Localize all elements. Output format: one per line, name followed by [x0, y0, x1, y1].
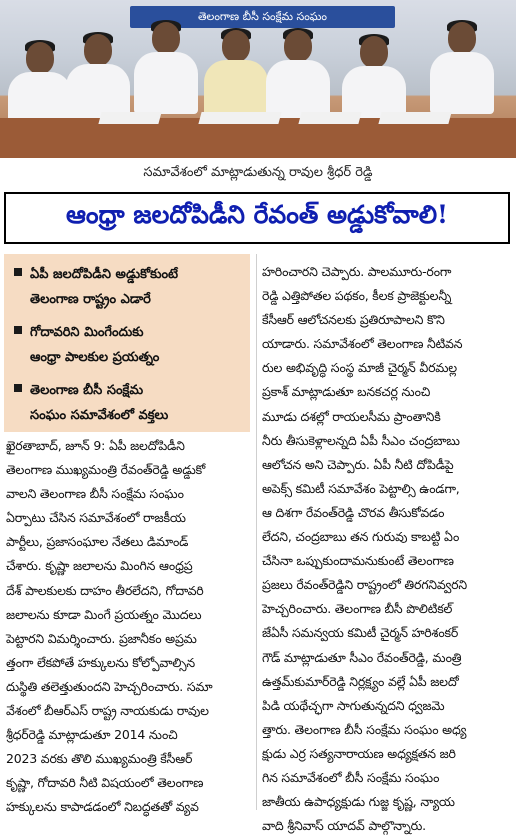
- column-divider: [256, 254, 257, 810]
- highlights-box: [4, 254, 250, 432]
- headline-box: [4, 192, 510, 244]
- highlight-text: తెలంగాణ బీసీ సంక్షేమ సంఘం సమావేశంలో వక్తలు: [30, 383, 169, 423]
- table-cloth: [0, 118, 516, 158]
- news-photo: [0, 0, 516, 158]
- highlight-text: గోదావరిని మింగేందుకు ఆంధ్రా పాలకుల ప్రయత్నం: [30, 325, 160, 365]
- highlight-item: [12, 378, 242, 428]
- person-7: [430, 22, 494, 114]
- article-body-right: హరించారని చెప్పారు. పాలమూరు-రంగా రెడ్డి ఎత్తిపోతల పథకం, కీలక ప్రాజెక్టులన్నీ కేసీఆర్‌ ఆలోచనలకు ప్రతిరూపాలని కొని యాడారు. సమావేశంలో తెలంగాణ నీటివన రుల అభివృద్ధి సంస్థ మాజీ చైర్మన్‌ వీరమల్ల ప్రకాశ్‌ మాట్లాడుతూ బనకచర్ల నుంచి మూడు దశల్లో రాయలసీమ ప్రాంతానికి నీరు తీసుకెళ్లాలన్నది ఏపీ సీఎం చంద్రబాబు ఆలోచన అని చెప్పారు. ఏపీ నీటి దోపిడీపై అపెక్స్‌ కమిటీ సమావేశం పెట్టాల్సి ఉండగా, ఆ దిశగా రేవంత్‌రెడ్డి చొరవ తీసుకోవడం లేదని, చంద్రబాబు తన గురువు కాబట్టి ఏం చేసినా ఒప్పుకుందామనుకుంటే తెలంగాణ ప్రజలు రేవంత్‌రెడ్డిని రాష్ట్రంలో తిరగనివ్వరని హెచ్చరించారు. తెలంగాణ బీసీ పొలిటికల్‌ జేఏసీ సమన్వయ కమిటీ చైర్మన్‌ హరిశంకర్‌ గౌడ్‌ మాట్లాడుతూ సీఎం రేవంత్‌రెడ్డి, మంత్రి ఉత్తమ్‌కుమార్‌రెడ్డి నిర్లక్ష్యం వల్లే ఏపీ జలదో పిడి యథేచ్ఛగా సాగుతున్నదని ధ్వజమె త్తారు. తెలంగాణ బీసీ సంక్షేమ సంఘం అధ్య క్షుడు ఎర్ర సత్యనారాయణ అధ్యక్షతన జరి గిన సమావేశంలో బీసీ సంక్షేమ సంఘం జాతీయ ఉపాధ్యక్షుడు గుజ్జ కృష్ణ, న్యాయ వాది శ్రీనివాస్‌ యాదవ్‌ పాల్గొన్నారు.: [262, 264, 467, 834]
- bullet-icon: [14, 326, 22, 334]
- photo-banner: తెలంగాణ బీసీ సంక్షేమ సంఘం: [130, 6, 395, 28]
- photo-caption: సమావేశంలో మాట్లాడుతున్న రావుల శ్రీధర్‌ రెడ్డి: [143, 165, 373, 180]
- person-3: [134, 22, 198, 114]
- highlight-text: ఏపీ జలదోపిడీని అడ్డుకోకుంటే తెలంగాణ రాష్ట్రం ఎడారే: [30, 267, 179, 307]
- person-5: [266, 30, 330, 122]
- highlight-item: [12, 262, 242, 312]
- bullet-icon: [14, 268, 22, 276]
- bullet-icon: [14, 384, 22, 392]
- article-body-left: ఖైరతాబాద్‌, జూన్‌ 9: ఏపీ జలదోపిడీని తెలంగాణ ముఖ్యమంత్రి రేవంత్‌రెడ్డి అడ్డుకో వాలని తెలంగాణ బీసీ సంక్షేమ సంఘం ఏర్పాటు చేసిన సమావేశంలో రాజకీయ పార్టీలు, ప్రజాసంఘాల నేతలు డిమాండ్‌ చేశారు. కృష్ణా జలాలను మింగిన ఆంధ్రప్ర దేశ్‌ పాలకులకు దాహం తీరలేదని, గోదావరి జలాలను కూడా మింగే ప్రయత్నం మొదలు పెట్టారని విమర్శించారు. ప్రజానీకం అప్రమ త్తంగా లేకపోతే హక్కులను కోల్పోవాల్సిన దుస్థితి తలెత్తుతుందని హెచ్చరించారు. సమా వేశంలో బీఆర్‌ఎస్‌ రాష్ట్ర నాయకుడు రావుల శ్రీధర్‌రెడ్డి మాట్లాడుతూ 2014 నుంచి 2023 వరకు తొలి ముఖ్యమంత్రి కేసీఆర్‌ కృష్ణా, గోదావరి నీటి విషయంలో తెలంగాణ హక్కులను కాపాడడంలో నిబద్ధతతో వ్యవ: [6, 438, 213, 815]
- highlight-item: [12, 320, 242, 370]
- headline: ఆంధ్రా జలదోపిడీని రేవంత్‌ అడ్డుకోవాలి!: [65, 200, 448, 229]
- person-4: [204, 30, 268, 122]
